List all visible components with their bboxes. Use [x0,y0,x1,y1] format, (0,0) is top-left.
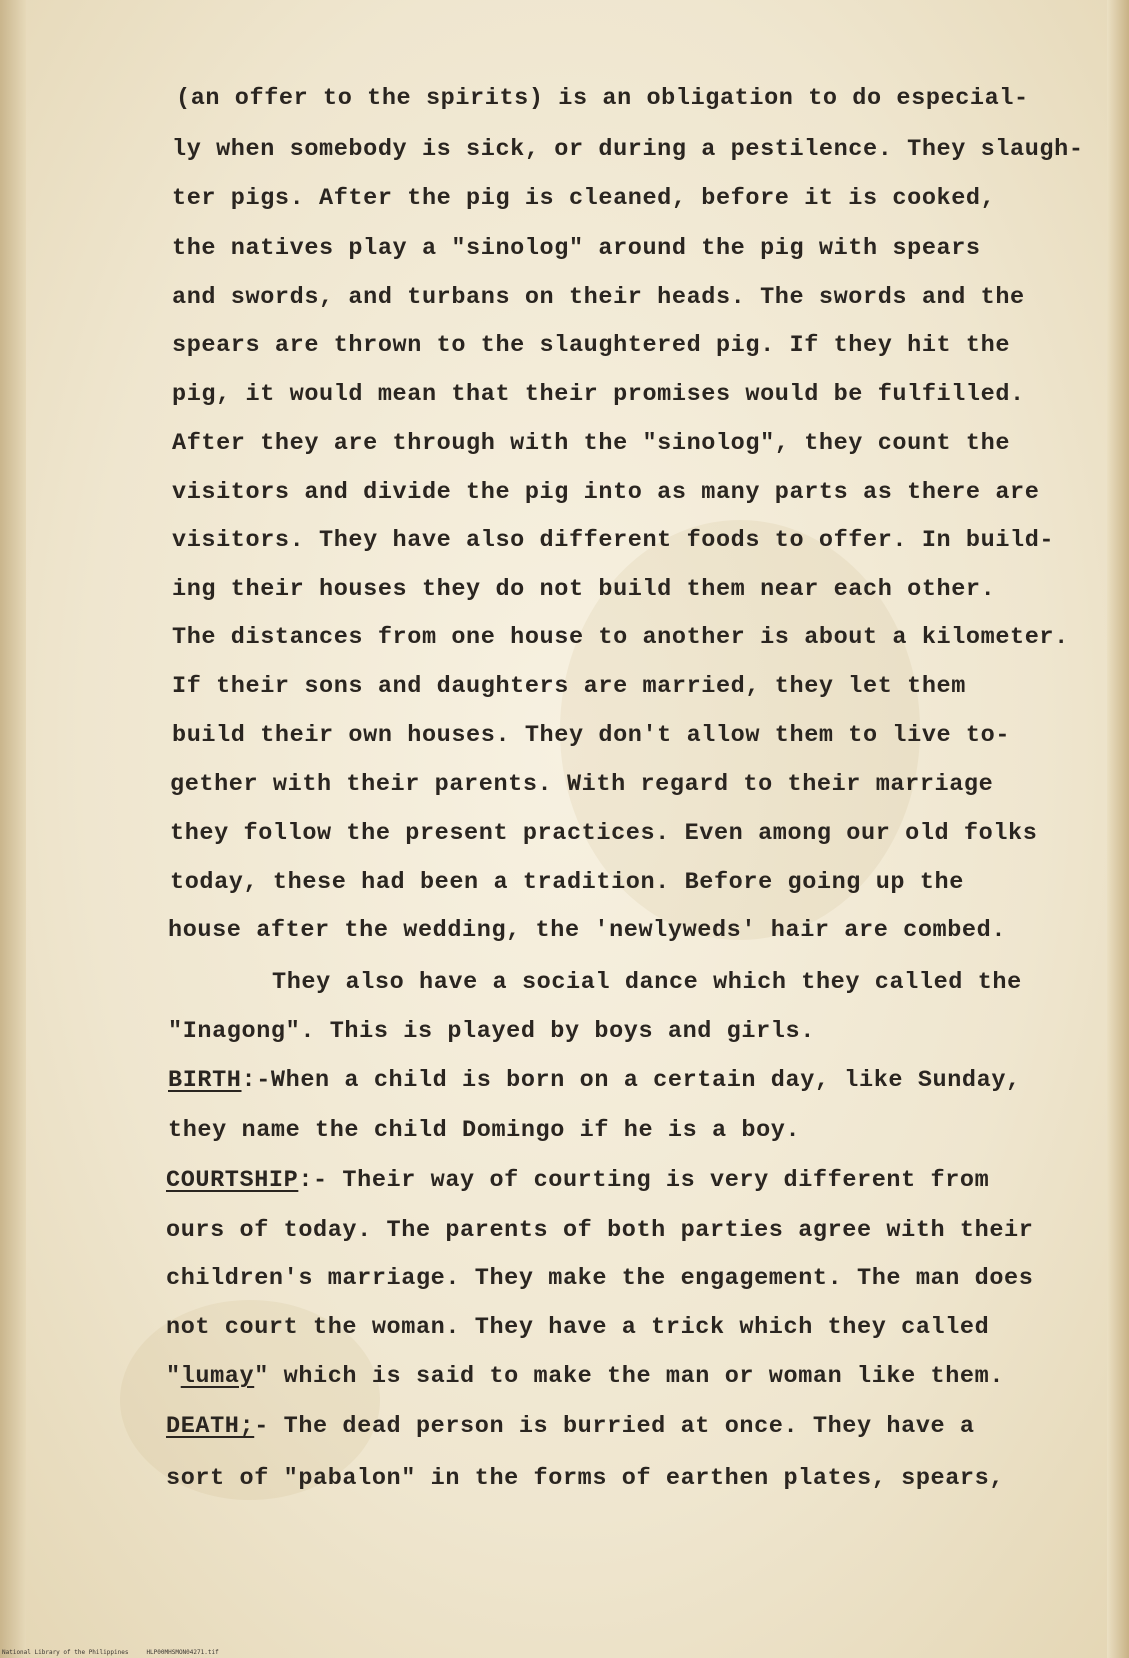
text-line: ing their houses they do not build them near each other. [172,576,996,603]
text-line: spears are thrown to the slaughtered pig. If they hit the [172,332,1011,359]
text-line: they name the child Domingo if he is a boy. [168,1117,801,1144]
text-line: they follow the present practices. Even among our old folks [170,820,1038,847]
text-line: ter pigs. After the pig is cleaned, before it is cooked, [172,185,996,212]
text-line: build their own houses. They don't allow them to live to- [172,722,1011,749]
text-line: "Inagong". This is played by boys and girls. [168,1018,815,1045]
text-line: not court the woman. They have a trick which they called [166,1314,990,1341]
text-line: gether with their parents. With regard to their marriage [170,771,994,798]
paragraph-start-line: They also have a social dance which they called the [272,969,1022,996]
text-line: sort of "pabalon" in the forms of earthen plates, spears, [166,1465,1005,1492]
text-line: pig, it would mean that their promises would be fulfilled. [172,381,1025,408]
death-heading: DEATH; [166,1413,255,1440]
text-line: If their sons and daughters are married, they let them [172,673,966,700]
text-line: visitors. They have also different foods to offer. In build- [172,527,1055,554]
page-edge-left [0,0,26,1658]
text-line: visitors and divide the pig into as many parts as there are [172,479,1040,506]
text-line: today, these had been a tradition. Before going up the [170,869,964,896]
birth-heading: BIRTH [168,1067,242,1094]
death-section-line: DEATH;- The dead person is burried at once. They have a [166,1413,975,1440]
scan-footer [2,1648,237,1658]
text-line: and swords, and turbans on their heads. The swords and the [172,284,1025,311]
lumay-line: "lumay" which is said to make the man or woman like them. [166,1363,1005,1390]
page-edge-right [1107,0,1129,1658]
courtship-heading: COURTSHIP [166,1167,299,1194]
lumay-term: lumay [180,1363,255,1390]
text-line: ours of today. The parents of both parties agree with their [166,1217,1034,1244]
courtship-section-line: COURTSHIP:- Their way of courting is very different from [166,1167,990,1194]
text-line: After they are through with the "sinolog", they count the [172,430,1011,457]
text-line: The distances from one house to another is about a kilometer. [172,624,1069,651]
birth-section-line: BIRTH:-When a child is born on a certain day, like Sunday, [168,1067,1021,1094]
text-line: children's marriage. They make the engagement. The man does [166,1265,1034,1292]
footer-filename: HLP00MHSMON04271.tif [146,1649,219,1656]
text-line: house after the wedding, the 'newlyweds' hair are combed. [168,917,1007,944]
text-line: (an offer to the spirits) is an obligation to do especial- [176,85,1029,112]
text-line: ly when somebody is sick, or during a pestilence. They slaugh- [172,136,1084,163]
footer-library: National Library of the Philippines [2,1649,129,1656]
text-line: the natives play a "sinolog" around the pig with spears [172,235,981,262]
